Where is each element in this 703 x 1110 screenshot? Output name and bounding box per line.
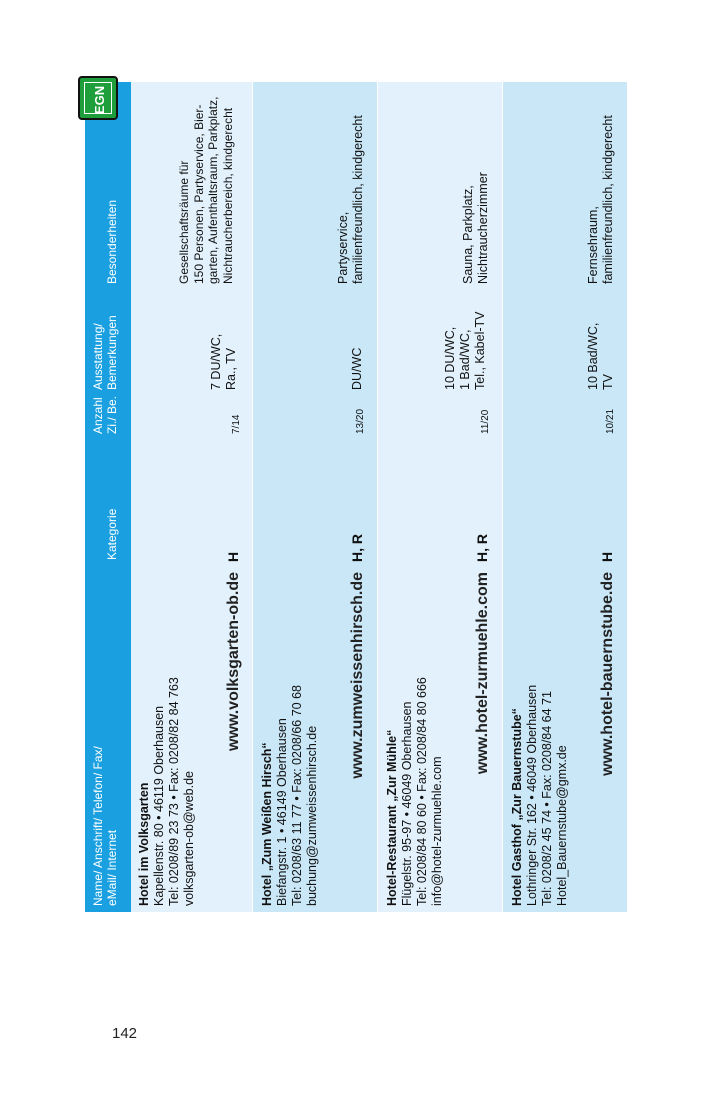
hotel-equipment: DU/WC	[350, 347, 364, 390]
hotel-features: Gesellschaftsräume für 150 Personen, Partyservice, Bier- garten, Aufenthaltsraum, Parkplatz, Nichtraucherbereich, kindgerecht	[177, 96, 235, 284]
header-equipment: Ausstattung/ Bemerkungen	[91, 315, 119, 390]
row-divider	[502, 82, 503, 912]
hotel-category: H	[225, 551, 241, 562]
hotel-features: Fernsehraum, familienfreundlich, kindgerecht	[586, 115, 615, 284]
hotel-info: Hotel Gasthof „Zur Bauernstube“ Lothringer Str. 162 • 46049 Oberhausen Tel: 0208/2 45 74 • Fax: 0208/84 64 71 Hotel_Bauernstube@gmx.de	[510, 684, 569, 906]
table-row	[377, 82, 502, 912]
hotel-category: H, R	[349, 534, 365, 562]
hotel-equipment: 10 DU/WC, 1 Bad/WC, Tel., Kabel-TV	[443, 311, 487, 390]
hotel-room-count: 10/21	[605, 408, 616, 434]
hotel-equipment: 7 DU/WC, Ra., TV	[209, 333, 238, 390]
hotel-equipment: 10 Bad/WC, TV	[586, 322, 615, 390]
hotel-room-count: 7/14	[231, 414, 242, 434]
hotel-website[interactable]: www.hotel-bauernstube.de	[599, 572, 616, 776]
header-features: Besonderheiten	[105, 199, 119, 284]
hotel-features: Partyservice, familienfreundlich, kindgerecht	[336, 115, 365, 284]
table-row	[252, 82, 377, 912]
page-number: 142	[112, 1025, 138, 1042]
hotel-website[interactable]: www.hotel-zurmuehle.com	[474, 572, 491, 775]
row-divider	[377, 82, 378, 912]
hotel-info: Hotel im Volksgarten Kapellenstr. 80 • 46119 Oberhausen Tel: 0208/89 23 73 • Fax: 0208/82 84 763 volksgarten-ob@web.de	[137, 677, 196, 906]
header-name: Name/ Anschrift/ Telefon/ Fax/ eMail/ Internet	[91, 746, 119, 906]
table-row	[502, 82, 627, 912]
hotel-features: Sauna, Parkplatz, Nichtraucherzimmer	[461, 172, 490, 284]
hotel-room-count: 11/20	[480, 409, 491, 434]
table-header	[85, 82, 131, 912]
header-category: Kategorie	[105, 508, 119, 560]
hotel-website[interactable]: www.volksgarten-ob.de	[225, 572, 242, 751]
hotel-info: Hotel-Restaurant „Zur Mühle“ Flügelstr. 95-97 • 46049 Oberhausen Tel: 0208/84 80 60 • Fax: 0208/84 80 666 info@hotel-zurmuehle.com	[385, 677, 444, 906]
egn-logo-badge	[78, 76, 118, 120]
hotel-info: Hotel „Zum Weißen Hirsch“ Biefangstr. 1 • 46149 Oberhausen Tel: 0208/63 11 77 • Fax: 0208/66 70 68 buchung@zumweissenhirsch.de	[260, 685, 319, 906]
hotel-category: H, R	[474, 534, 490, 562]
hotel-table	[85, 82, 627, 912]
table-row	[131, 82, 252, 912]
row-divider	[252, 82, 253, 912]
header-count: Anzahl Zi./ Be.	[91, 395, 119, 434]
hotel-room-count: 13/20	[355, 408, 366, 434]
hotel-category: H	[599, 551, 615, 562]
hotel-website[interactable]: www.zumweissenhirsch.de	[349, 572, 366, 779]
egn-badge-label: EGN	[92, 85, 107, 115]
